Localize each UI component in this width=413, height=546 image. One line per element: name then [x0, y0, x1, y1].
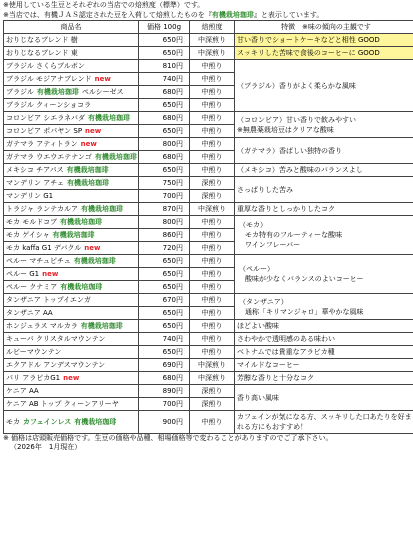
table-row — [4, 47, 413, 60]
note-line-2: ※当店では、有機ＪＡＳ認定された豆を入荷して焙煎したものを『有機栽培珈琲』と表示しています。 — [3, 11, 324, 19]
roast-level: 中深煎り — [190, 203, 235, 216]
roast-level: 中煎り — [190, 99, 235, 112]
feature-peru: （ペルー） 酸味が少なくバランスのよいコーヒー — [235, 255, 413, 294]
feature: スッキリした苦味で食後のコーヒーに GOOD — [235, 47, 413, 60]
decaf-label: カフェインレス — [23, 418, 72, 426]
table-row — [4, 411, 413, 434]
price: 650円 — [139, 320, 190, 333]
organic-label: 有機栽培珈琲 — [73, 257, 116, 265]
feature: 芳醇な香りと十分なコク — [235, 372, 413, 385]
price: 720円 — [139, 242, 190, 255]
price: 800円 — [139, 138, 190, 151]
product-name: ブラジル 有機栽培珈琲 ペルシーゼス — [4, 86, 139, 99]
feature-kenya: 香り高い風味 — [235, 385, 413, 411]
roast-level: 中煎り — [190, 281, 235, 294]
roast-level: 中煎り — [190, 73, 235, 86]
table-row — [4, 164, 413, 177]
roast-level: 中煎り — [190, 320, 235, 333]
feature: マイルドなコーヒー — [235, 359, 413, 372]
feature-mandheling: さっぱりした苦み — [235, 177, 413, 203]
roast-level: 中煎り — [190, 112, 235, 125]
table-row — [4, 294, 413, 307]
product-name: モカ kaffa G1 デバクル new — [4, 242, 139, 255]
roast-level: 中煎り — [190, 164, 235, 177]
price: 740円 — [139, 333, 190, 346]
roast-level: 中煎り — [190, 255, 235, 268]
product-name: エクアドル アンデスマウンテン — [4, 359, 139, 372]
feature: 重厚な香りとしっかりしたコク — [235, 203, 413, 216]
header-name: 商品名 — [4, 21, 139, 34]
product-name: モカ モルドコブ 有機栽培珈琲 — [4, 216, 139, 229]
product-name: ルビーマウンテン — [4, 346, 139, 359]
price: 680円 — [139, 151, 190, 164]
product-name: ブラジル クィーンショコラ — [4, 99, 139, 112]
table-row — [4, 34, 413, 47]
price: 810円 — [139, 60, 190, 73]
roast-level: 中煎り — [190, 268, 235, 281]
product-name: ケニア AA — [4, 385, 139, 398]
price: 650円 — [139, 281, 190, 294]
new-badge: new — [63, 374, 80, 382]
roast-level: 中煎り — [190, 411, 235, 434]
product-name: マンデリン アチェ 有機栽培珈琲 — [4, 177, 139, 190]
price: 650円 — [139, 99, 190, 112]
roast-level: 中煎り — [190, 242, 235, 255]
organic-label: 有機栽培珈琲 — [74, 418, 117, 426]
product-name: マンデリン G1 — [4, 190, 139, 203]
price: 890円 — [139, 385, 190, 398]
product-name: おりじなるブレンド 樹 — [4, 34, 139, 47]
feature: ベトナムでは貴重なアラビカ種 — [235, 346, 413, 359]
header-price: 価格 100g — [139, 21, 190, 34]
header-roast: 焙煎度 — [190, 21, 235, 34]
product-name: トラジャ ランテカルア 有機栽培珈琲 — [4, 203, 139, 216]
product-name: パリ アラビカG1 new — [4, 372, 139, 385]
organic-label: 有機栽培珈琲 — [94, 153, 137, 161]
product-name: ガテマラ アティトラン new — [4, 138, 139, 151]
new-badge: new — [85, 127, 102, 135]
table-row — [4, 112, 413, 125]
organic-label: 有機栽培珈琲 — [80, 322, 123, 330]
product-name: ブラジル さくらブルボン — [4, 60, 139, 73]
roast-level: 中煎り — [190, 125, 235, 138]
feature: さわやかで透明感のある味わい — [235, 333, 413, 346]
roast-level: 中煎り — [190, 229, 235, 242]
price: 870円 — [139, 203, 190, 216]
organic-label: 有機栽培珈琲 — [80, 205, 123, 213]
table-row — [4, 203, 413, 216]
product-name: おりじなるブレンド 東 — [4, 47, 139, 60]
roast-level: 中深煎り — [190, 34, 235, 47]
price: 650円 — [139, 346, 190, 359]
product-name: モカ カフェインレス 有機栽培珈琲 — [4, 411, 139, 434]
price: 650円 — [139, 268, 190, 281]
roast-level: 中深煎り — [190, 47, 235, 60]
product-name: ホンジュラス マルカラ 有機栽培珈琲 — [4, 320, 139, 333]
product-name: キューバ クリスタルマウンテン — [4, 333, 139, 346]
price: 700円 — [139, 190, 190, 203]
organic-label: 有機栽培珈琲 — [59, 218, 102, 226]
table-header — [4, 21, 413, 34]
table-row — [4, 385, 413, 398]
price: 650円 — [139, 47, 190, 60]
roast-level: 中煎り — [190, 138, 235, 151]
header-feature: 特徴 ※味の傾向の主観です — [235, 21, 413, 34]
roast-level: 中深煎り — [190, 372, 235, 385]
organic-label: 有機栽培珈琲 — [67, 179, 110, 187]
price: 650円 — [139, 34, 190, 47]
roast-level: 中煎り — [190, 346, 235, 359]
table-row — [4, 359, 413, 372]
roast-level: 中煎り — [190, 216, 235, 229]
roast-level: 深煎り — [190, 398, 235, 411]
table-row — [4, 333, 413, 346]
feature-colombia: （コロンビア）甘い香りで飲みやすい ※無農薬栽培豆はクリアな酸味 — [235, 112, 413, 138]
table-row — [4, 138, 413, 151]
table-row — [4, 372, 413, 385]
table-row — [4, 255, 413, 268]
roast-level: 中煎り — [190, 151, 235, 164]
price: 680円 — [139, 86, 190, 99]
roast-level: 深煎り — [190, 177, 235, 190]
roast-level: 中煎り — [190, 294, 235, 307]
product-name: ペルー マチュピチュ 有機栽培珈琲 — [4, 255, 139, 268]
organic-label: 有機栽培珈琲 — [66, 166, 109, 174]
product-name: タンザニア トップイエンガ — [4, 294, 139, 307]
roast-level: 中深煎り — [190, 359, 235, 372]
product-name: コロンビア ポパヤン SP new — [4, 125, 139, 138]
organic-label: 有機栽培珈琲 — [60, 283, 103, 291]
new-badge: new — [94, 75, 111, 83]
roast-level: 中煎り — [190, 333, 235, 346]
product-name: ケニア AB トップ クィーンアリーヤ — [4, 398, 139, 411]
feature: ほどよい酸味 — [235, 320, 413, 333]
product-name: メキシコ チアパス 有機栽培珈琲 — [4, 164, 139, 177]
price: 650円 — [139, 164, 190, 177]
table-row — [4, 177, 413, 190]
variety-name: ペルシーゼス — [81, 88, 124, 96]
product-name: モカ ゲイシャ 有機栽培珈琲 — [4, 229, 139, 242]
organic-label: 有機栽培珈琲 — [87, 114, 130, 122]
price: 680円 — [139, 372, 190, 385]
price: 860円 — [139, 229, 190, 242]
roast-level: 中煎り — [190, 307, 235, 320]
feature: （メキシコ）苦みと酸味のバランスよし — [235, 164, 413, 177]
table-row — [4, 216, 413, 229]
footer-note: ※ 価格は店頭販売価格です。生豆の価格や品種、相場価格等で変わることがありますのでご了承下さい。 — [3, 434, 333, 442]
price: 700円 — [139, 398, 190, 411]
price: 650円 — [139, 255, 190, 268]
table-row — [4, 60, 413, 73]
product-name: タンザニア AA — [4, 307, 139, 320]
footer-date: （2026年 1月現在） — [10, 443, 82, 451]
feature-mocha: （モカ） モカ特有のフルーティーな酸味 ワインフレーバー — [235, 216, 413, 255]
price-table — [3, 20, 413, 434]
product-name: コロンビア シエラネバダ 有機栽培珈琲 — [4, 112, 139, 125]
table-row — [4, 346, 413, 359]
product-name: ガテマラ ウエウエテナンゴ 有機栽培珈琲 — [4, 151, 139, 164]
organic-label: 有機栽培珈琲 — [36, 88, 79, 96]
organic-label: 有機栽培珈琲 — [52, 231, 95, 239]
table-row — [4, 320, 413, 333]
price: 690円 — [139, 359, 190, 372]
notes — [0, 0, 413, 20]
price: 680円 — [139, 112, 190, 125]
feature-tanzania: （タンザニア） 通称「キリマンジャロ」華やかな風味 — [235, 294, 413, 320]
feature: 甘い香りでショートケーキなどと相性 GOOD — [235, 34, 413, 47]
new-badge: new — [84, 244, 101, 252]
price: 650円 — [139, 307, 190, 320]
product-name: ブラジル モジアナブレンド new — [4, 73, 139, 86]
roast-level: 深煎り — [190, 190, 235, 203]
product-name: ペルー G1 new — [4, 268, 139, 281]
product-name: ペルー クナミア 有機栽培珈琲 — [4, 281, 139, 294]
table-body — [4, 34, 413, 434]
price: 670円 — [139, 294, 190, 307]
roast-level: 中煎り — [190, 60, 235, 73]
feature-brazil: （ブラジル）香りがよく柔らかな風味 — [235, 60, 413, 112]
price: 800円 — [139, 216, 190, 229]
new-badge: new — [80, 140, 97, 148]
organic-label: 有機栽培珈琲 — [211, 11, 254, 19]
note-line-1: ※使用している生豆とそれぞれの当店での焙煎度（標準）です。 — [3, 1, 205, 9]
roast-level: 深煎り — [190, 385, 235, 398]
price: 900円 — [139, 411, 190, 434]
new-badge: new — [42, 270, 59, 278]
feature-decaf: カフェインが気になる方、スッキリした口あたりを好まれる方にもおすすめ！ — [235, 411, 413, 434]
price: 750円 — [139, 177, 190, 190]
price: 740円 — [139, 73, 190, 86]
feature-guatemala: （ガテマラ）香ばしい独特の香り — [235, 138, 413, 164]
price: 650円 — [139, 125, 190, 138]
roast-level: 中煎り — [190, 86, 235, 99]
